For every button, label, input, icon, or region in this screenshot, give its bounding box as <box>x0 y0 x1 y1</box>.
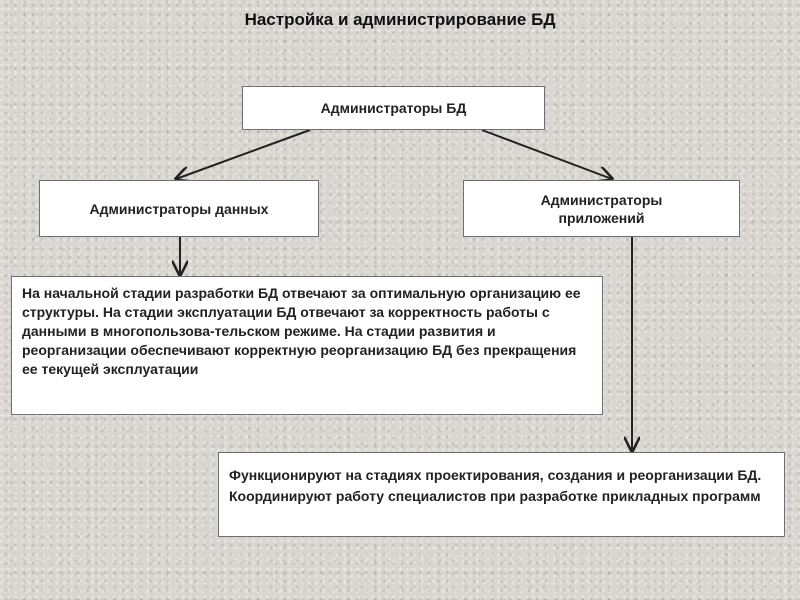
node-db-admins <box>242 86 545 130</box>
page-title: Настройка и администрирование БД <box>244 10 556 29</box>
node-app-admins <box>463 180 740 237</box>
node-app-admins-label-line1: Администраторы <box>540 191 663 208</box>
node-app-admins-description: Функционируют на стадиях проектирования, создания и реорганизации БД. Координируют работу специалистов при разработке прикладных программ <box>218 452 785 537</box>
node-db-admins-label: Администраторы БД <box>320 100 467 116</box>
arrow-db-to-app-admins <box>482 130 612 179</box>
node-data-admins <box>39 180 319 237</box>
node-data-admins-label: Администраторы данных <box>89 200 269 217</box>
node-data-admins-description: На начальной стадии разработки БД отвечают за оптимальную организацию ее структуры. На стадии эксплуатации БД отвечают за корректность работы с данными в многопользова-тельском режиме. На стадии развития и реорганизации обеспечивают корректную реорганизацию БД без прекращения ее текущей эксплуатации <box>11 276 603 415</box>
arrow-db-to-data-admins <box>176 130 310 179</box>
node-app-admins-label-line2: приложений <box>558 209 645 226</box>
